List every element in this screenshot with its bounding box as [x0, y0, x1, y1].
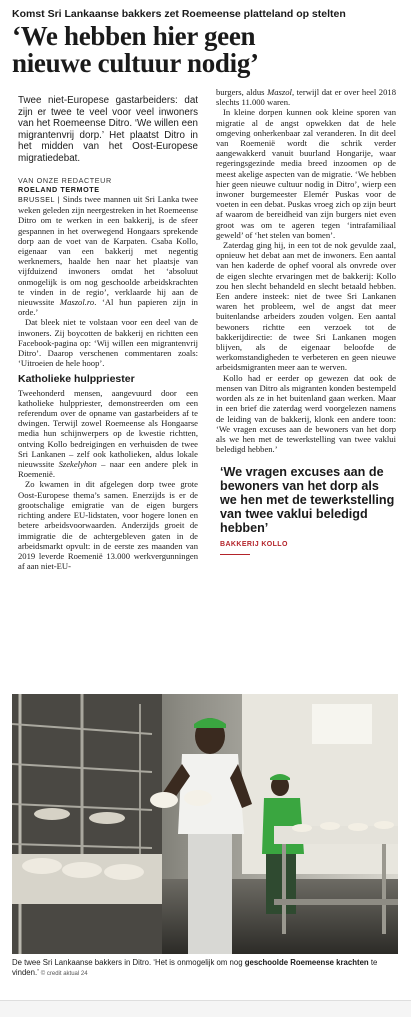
- section-subhead: Katholieke hulppriester: [18, 373, 135, 386]
- paragraph: Kollo had er eerder op gewezen dat ook de mensen van Ditro als migranten konden bestempeld worden als ze in het buitenland gaan werken. Maar in een brief die zaterdag werd voorgelezen namens de leiding van de bakkerij, klonk een andere toon: ‘We vragen excuses aan de bewoners van het dorp als we hen met de tewerkstelling van twee vaklui beledigd hebben.’: [216, 372, 396, 455]
- byline-name: ROELAND TERMOTE: [18, 185, 100, 194]
- byline-label: VAN ONZE REDACTEUR: [18, 176, 112, 185]
- pullquote-source: BAKKERIJ KOLLO: [220, 541, 288, 549]
- article-photo: [12, 694, 398, 954]
- left-body: [18, 194, 198, 571]
- paragraph: Dat bleek niet te volstaan voor een deel van de inwoners. Zij boycotten de bakkerij en richtten een Facebook-pagina op: ‘Wij willen een migrantenvrij Ditro’. Daarop verschenen commentaren zoals: ‘Uitroeien de hele hoop’.: [18, 317, 198, 369]
- paragraph: Zo kwamen in dit afgelegen dorp twee grote Oost-Europese thema’s samen. Enerzijds is er de grootschalige emigratie van de eigen burgers richting andere EU-lidstaten, voor hogere lonen en betere arbeidsvoorwaarden. Anderzijds groeit de immigratie die de achtergebleven gaten in de arbeidsmarkt opvult: in de eerste zes maanden van 2019 leverde Roemenië 13.000 werkvergunningen af aan niet-EU-: [18, 479, 198, 572]
- article-kicker: Komst Sri Lankaanse bakkers zet Roemeense platteland op stelten: [12, 8, 346, 20]
- right-column: [216, 87, 396, 555]
- pullquote-rule: [220, 554, 250, 555]
- headline-line-2: nieuwe cultuur nodig’: [12, 48, 259, 78]
- paragraph: burgers, aldus Maszol, terwijl dat er over heel 2018 slechts 11.000 waren.: [216, 87, 396, 108]
- paragraph: Tweehonderd mensen, aangevuurd door een katholieke hulppriester, demonstreerden om een referendum over de opname van gastarbeiders af te dwingen. Terwijl zowel Roemeense als Hongaarse media hun schijnwerpers op de kwestie richtten, ontving Kollo bedreigingen en verhuisden de twee Sri Lankanen – zelf ook katholieken, aldus lokale nieuwssite Szekelyhon – naar een andere plek in Roemenië.: [18, 387, 198, 480]
- screenshot-bottom-strip: [0, 1000, 411, 1017]
- article-headline: [12, 23, 401, 77]
- bakery-photo-illustration: [12, 694, 398, 954]
- article-intro: Twee niet-Europese gastarbeiders: dat zijn er twee te veel voor veel inwoners van het Roemeense Ditro. ‘We willen een migrantenvrij dorp.’ Het plaatst Ditro in het midden van het Oost-Europese migratiedebat.: [18, 95, 198, 164]
- left-column: [18, 87, 198, 571]
- right-body: [216, 87, 396, 454]
- pullquote-box: [216, 466, 396, 555]
- pullquote: ‘We vragen excuses aan de bewoners van het dorp als we hen met de tewerkstelling van twee vaklui beledigd hebben’: [220, 465, 395, 535]
- headline-line-1: ‘We hebben hier geen: [12, 21, 256, 51]
- photo-credit: © credit aktual 24: [40, 971, 88, 977]
- paragraph: Zaterdag ging hij, in een tot de nok gevulde zaal, opnieuw het debat aan met de inwoners. Een aantal van hen kaderde de ophef vooral als onvrede over de eigen slechte ervaringen met de bakkerij: Kollo zou hen slecht behandeld en slecht betaald hebben. Een andere insteek: niet de twee Sri Lankanen waren het probleem, wel de angst dat meer buitenlandse arbeiders zouden volgen. Een aantal bewoners richtte een verzoek tot de bakkerijdirectie: de twee Sri Lankanen mogen blijven, als de eigenaar beloofde de werkomstandigheden te verbeteren en geen nieuwe arbeidsmigranten meer aan te werven.: [216, 240, 396, 373]
- paragraph: BRUSSEL | Sinds twee mannen uit Sri Lanka twee weken geleden zijn neergestreken in het Roemeense Ditro om te werken in een bakkerij, is de sfeer gespannen in het overwegend Hongaars sprekende dorp aan de voet van de Karpaten. Csaba Kollo, eigenaar van een bakkerij met negentig werknemers, haalde hen naar het plaatsje van vijfduizend inwoners omdat het ‘absoluut onmogelijk is om nog geschoolde arbeidskrachten te vinden in de regio’, verklaarde hij aan de nieuwssite Maszol.ro. ‘Al hun papieren zijn in orde.’: [18, 194, 199, 318]
- dateline: BRUSSEL |: [18, 195, 61, 204]
- paragraph: In kleine dorpen kunnen ook kleine sporen van migratie al de angst opwekken dat de hele omgeving onherkenbaar zal veranderen. In dit deel van Roemenië wordt die schrik verder aangewakkerd vanuit buurland Hongarije, waar regeringsgezinde media breed inzoomen op de meest akelige aspecten van de migratie. ‘We hebben hier geen nieuwe cultuur nodig in Ditro’, wierp een inwoner burgemeester Elemér Puskas voor de voeten in een debat. Puskas vroeg zich op zijn beurt af waarom de bereidheid van zijn burgers niet even groot was om te ageren tegen ‘intrafamiliaal geweld’ of ‘het stelen van bomen’.: [216, 107, 396, 240]
- photo-caption: De twee Sri Lankaanse bakkers in Ditro. ‘Het is onmogelijk om nog geschoolde Roemeense krachten te vinden.’ © credit aktual 24: [12, 958, 378, 977]
- article-columns: [12, 87, 401, 667]
- bread-rack: [12, 694, 162, 954]
